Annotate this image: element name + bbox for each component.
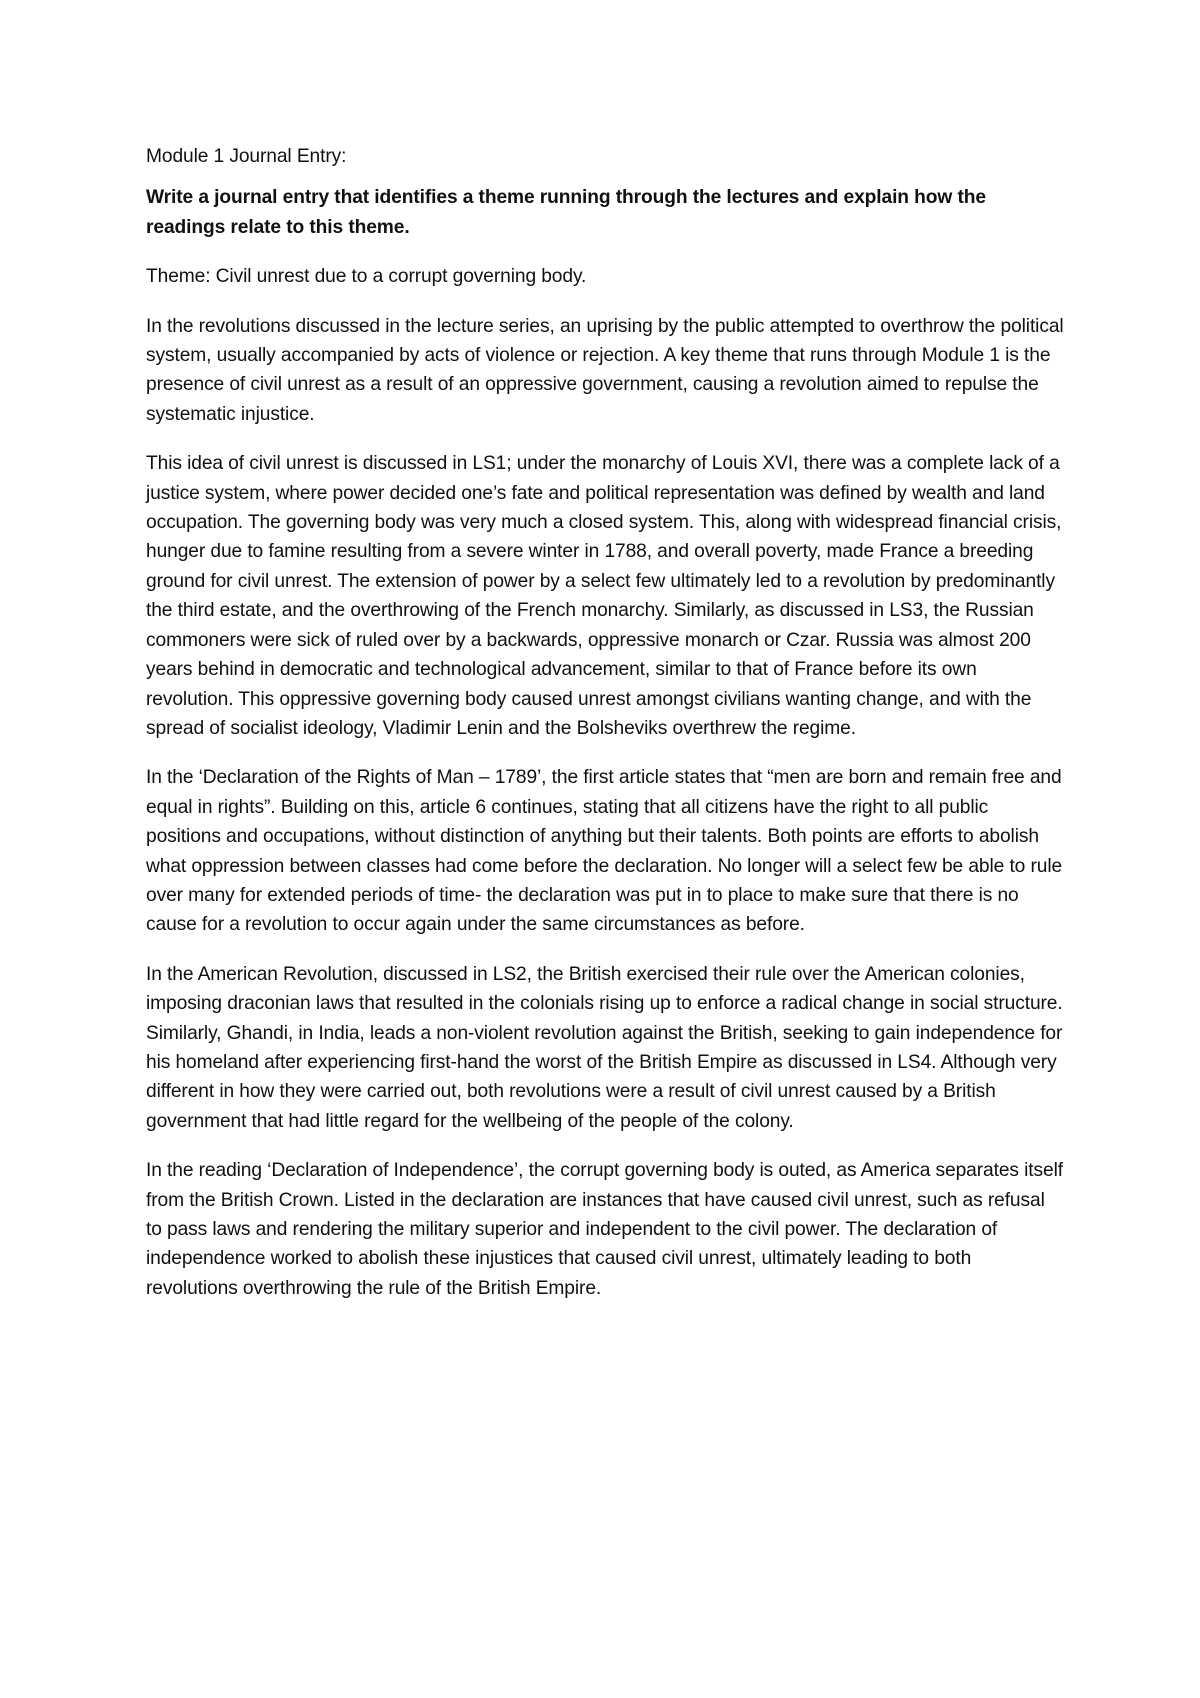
paragraph-rights-of-man: In the ‘Declaration of the Rights of Man – 1789’, the first article states that “men are born and remain free and equal in rights”. Building on this, article 6 continues, stating that all citizens have the right to all public positions and occupations, without distinction of anything but their talents. Both points are efforts to abolish what oppression between classes had come before the declaration. No longer will a select few be able to rule over many for extended periods of time- the declaration was put in to place to make sure that there is no cause for a revolution to occur again under the same circumstances as before. — [146, 767, 1063, 936]
theme-statement: Theme: Civil unrest due to a corrupt governing body. — [146, 266, 587, 288]
document-heading: Module 1 Journal Entry: — [146, 146, 347, 167]
paragraph-introduction: In the revolutions discussed in the lecture series, an uprising by the public attempted to overthrow the political system, usually accompanied by acts of violence or rejection. A key theme that runs through Module 1 is the presence of civil unrest as a result of an oppressive government, causing a revolution aimed to repulse the systematic injustice. — [146, 315, 1064, 425]
document-body — [146, 142, 1064, 1323]
journal-prompt: Write a journal entry that identifies a theme running through the lectures and explain how the readings relate to this theme. — [146, 187, 986, 238]
paragraph-declaration-of-independence: In the reading ‘Declaration of Independence’, the corrupt governing body is outed, as America separates itself from the British Crown. Listed in the declaration are instances that have caused civil unrest, such as refusal to pass laws and rendering the military superior and independent to the civil power. The declaration of independence worked to abolish these injustices that caused civil unrest, ultimately leading to both revolutions overthrowing the rule of the British Empire. — [146, 1160, 1063, 1299]
paragraph-american-indian-revolutions: In the American Revolution, discussed in LS2, the British exercised their rule over the American colonies, imposing draconian laws that resulted in the colonials rising up to enforce a radical change in social structure. Similarly, Ghandi, in India, leads a non-violent revolution against the British, seeking to gain independence for his homeland after experiencing first-hand the worst of the British Empire as discussed in LS4. Although very different in how they were carried out, both revolutions were a result of civil unrest caused by a British government that had little regard for the wellbeing of the people of the colony. — [146, 963, 1063, 1132]
paragraph-french-russian-revolutions: This idea of civil unrest is discussed in LS1; under the monarchy of Louis XVI, there was a complete lack of a justice system, where power decided one’s fate and political representation was defined by wealth and land occupation. The governing body was very much a closed system. This, along with widespread financial crisis, hunger due to famine resulting from a severe winter in 1788, and overall poverty, made France a breeding ground for civil unrest. The extension of power by a select few ultimately led to a revolution by predominantly the third estate, and the overthrowing of the French monarchy. Similarly, as discussed in LS3, the Russian commoners were sick of ruled over by a backwards, oppressive monarch or Czar. Russia was almost 200 years behind in democratic and technological advancement, similar to that of France before its own revolution. This oppressive governing body caused unrest amongst civilians wanting change, and with the spread of socialist ideology, Vladimir Lenin and the Bolsheviks overthrew the regime. — [146, 453, 1062, 739]
